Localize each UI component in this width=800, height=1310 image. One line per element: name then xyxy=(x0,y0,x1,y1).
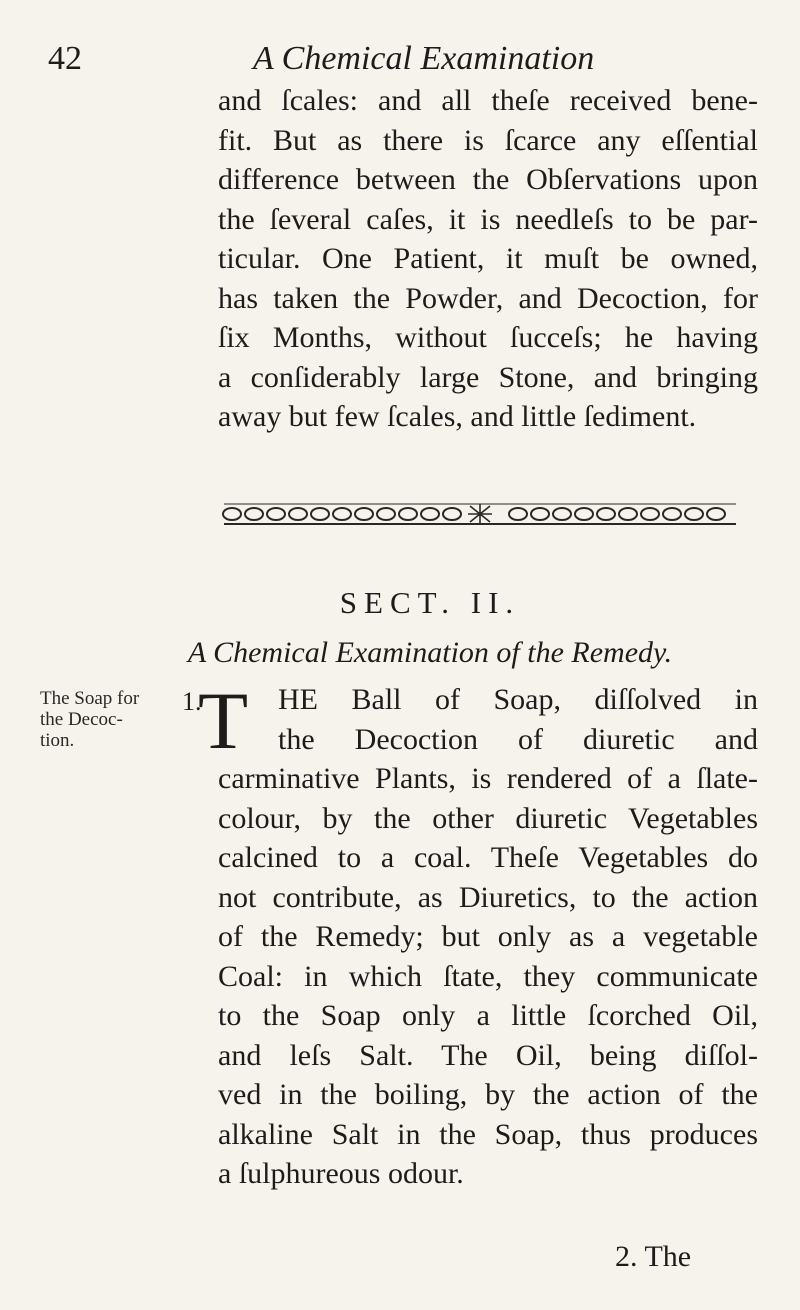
text-line: Coal: in which ſtate, they communicate xyxy=(218,959,758,993)
ornament-loop xyxy=(311,508,329,520)
ornament-loop xyxy=(223,508,241,520)
paragraph-number: 1. xyxy=(182,687,202,716)
ornament-loop xyxy=(597,508,615,520)
text-line: ved in the boiling, by the action of the xyxy=(218,1078,758,1111)
text-line: to the Soap only a little ſcorched Oil, xyxy=(218,999,758,1032)
text-line: difference between the Obſervations upon xyxy=(218,163,758,196)
ornament-loop xyxy=(531,508,549,520)
text-line: a conſiderably large Stone, and bringing xyxy=(218,360,758,394)
text-line: alkaline Salt in the Soap, thus produces xyxy=(218,1117,758,1151)
text-line: ſix Months, without ſucceſs; he having xyxy=(218,321,758,354)
ornament-loop xyxy=(443,508,461,520)
ornament-loop xyxy=(641,508,659,520)
ornament-loop xyxy=(421,508,439,520)
ornament-loop xyxy=(575,508,593,520)
margin-note-line: the Decoc- xyxy=(40,709,123,730)
section-heading: SECT. II. xyxy=(339,585,521,620)
ornament-loop xyxy=(377,508,395,520)
text-line: and leſs Salt. The Oil, being diſſol- xyxy=(218,1038,758,1072)
body-text-top xyxy=(218,81,758,437)
ornament-loop xyxy=(663,508,681,520)
text-line: and ſcales: and all theſe received bene- xyxy=(218,84,758,117)
text-line: the ſeveral caſes, it is needleſs to be par- xyxy=(218,202,758,236)
drop-cap: T xyxy=(198,675,249,766)
text-line: the Decoction of diuretic and xyxy=(278,722,758,756)
text-line: away but few ſcales, and little ſediment. xyxy=(218,400,697,433)
running-title: A Chemical Examination xyxy=(253,40,595,77)
ornament-loop xyxy=(707,508,725,520)
text-line: carminative Plants, is rendered of a ſlate- xyxy=(218,762,758,795)
margin-note xyxy=(40,688,180,751)
ornament-loop xyxy=(355,508,373,520)
ornament-loop xyxy=(553,508,571,520)
text-line: HE Ball of Soap, diſſolved in xyxy=(278,683,758,716)
ornament-loop xyxy=(685,508,703,520)
text-line: colour, by the other diuretic Vegetables xyxy=(218,801,758,835)
margin-note-line: tion. xyxy=(40,730,75,751)
section-subtitle: A Chemical Examination of the Remedy. xyxy=(187,636,673,669)
text-line: not contribute, as Diuretics, to the action xyxy=(218,880,758,914)
text-line: a ſulphureous odour. xyxy=(218,1157,464,1190)
ornament-loop xyxy=(333,508,351,520)
text-line: of the Remedy; but only as a vegetable xyxy=(218,920,758,953)
ornament-loop xyxy=(509,508,527,520)
ornament-loop xyxy=(267,508,285,520)
text-line: fit. But as there is ſcarce any eſſential xyxy=(218,123,758,157)
text-line: calcined to a coal. Theſe Vegetables do xyxy=(218,841,758,874)
text-line: ticular. One Patient, it muſt be owned, xyxy=(218,242,758,275)
ornament-loop xyxy=(619,508,637,520)
body-text-paragraph xyxy=(218,680,758,1194)
ornament-loop xyxy=(289,508,307,520)
margin-note-line: The Soap for xyxy=(40,688,140,709)
catchword: 2. The xyxy=(615,1240,692,1273)
ornament-loop xyxy=(245,508,263,520)
ornament-loop xyxy=(399,508,417,520)
ornament-divider-icon xyxy=(220,500,740,530)
page-number: 42 xyxy=(48,40,82,77)
text-line: has taken the Powder, and Decoction, for xyxy=(218,281,758,315)
page-header xyxy=(0,40,800,80)
